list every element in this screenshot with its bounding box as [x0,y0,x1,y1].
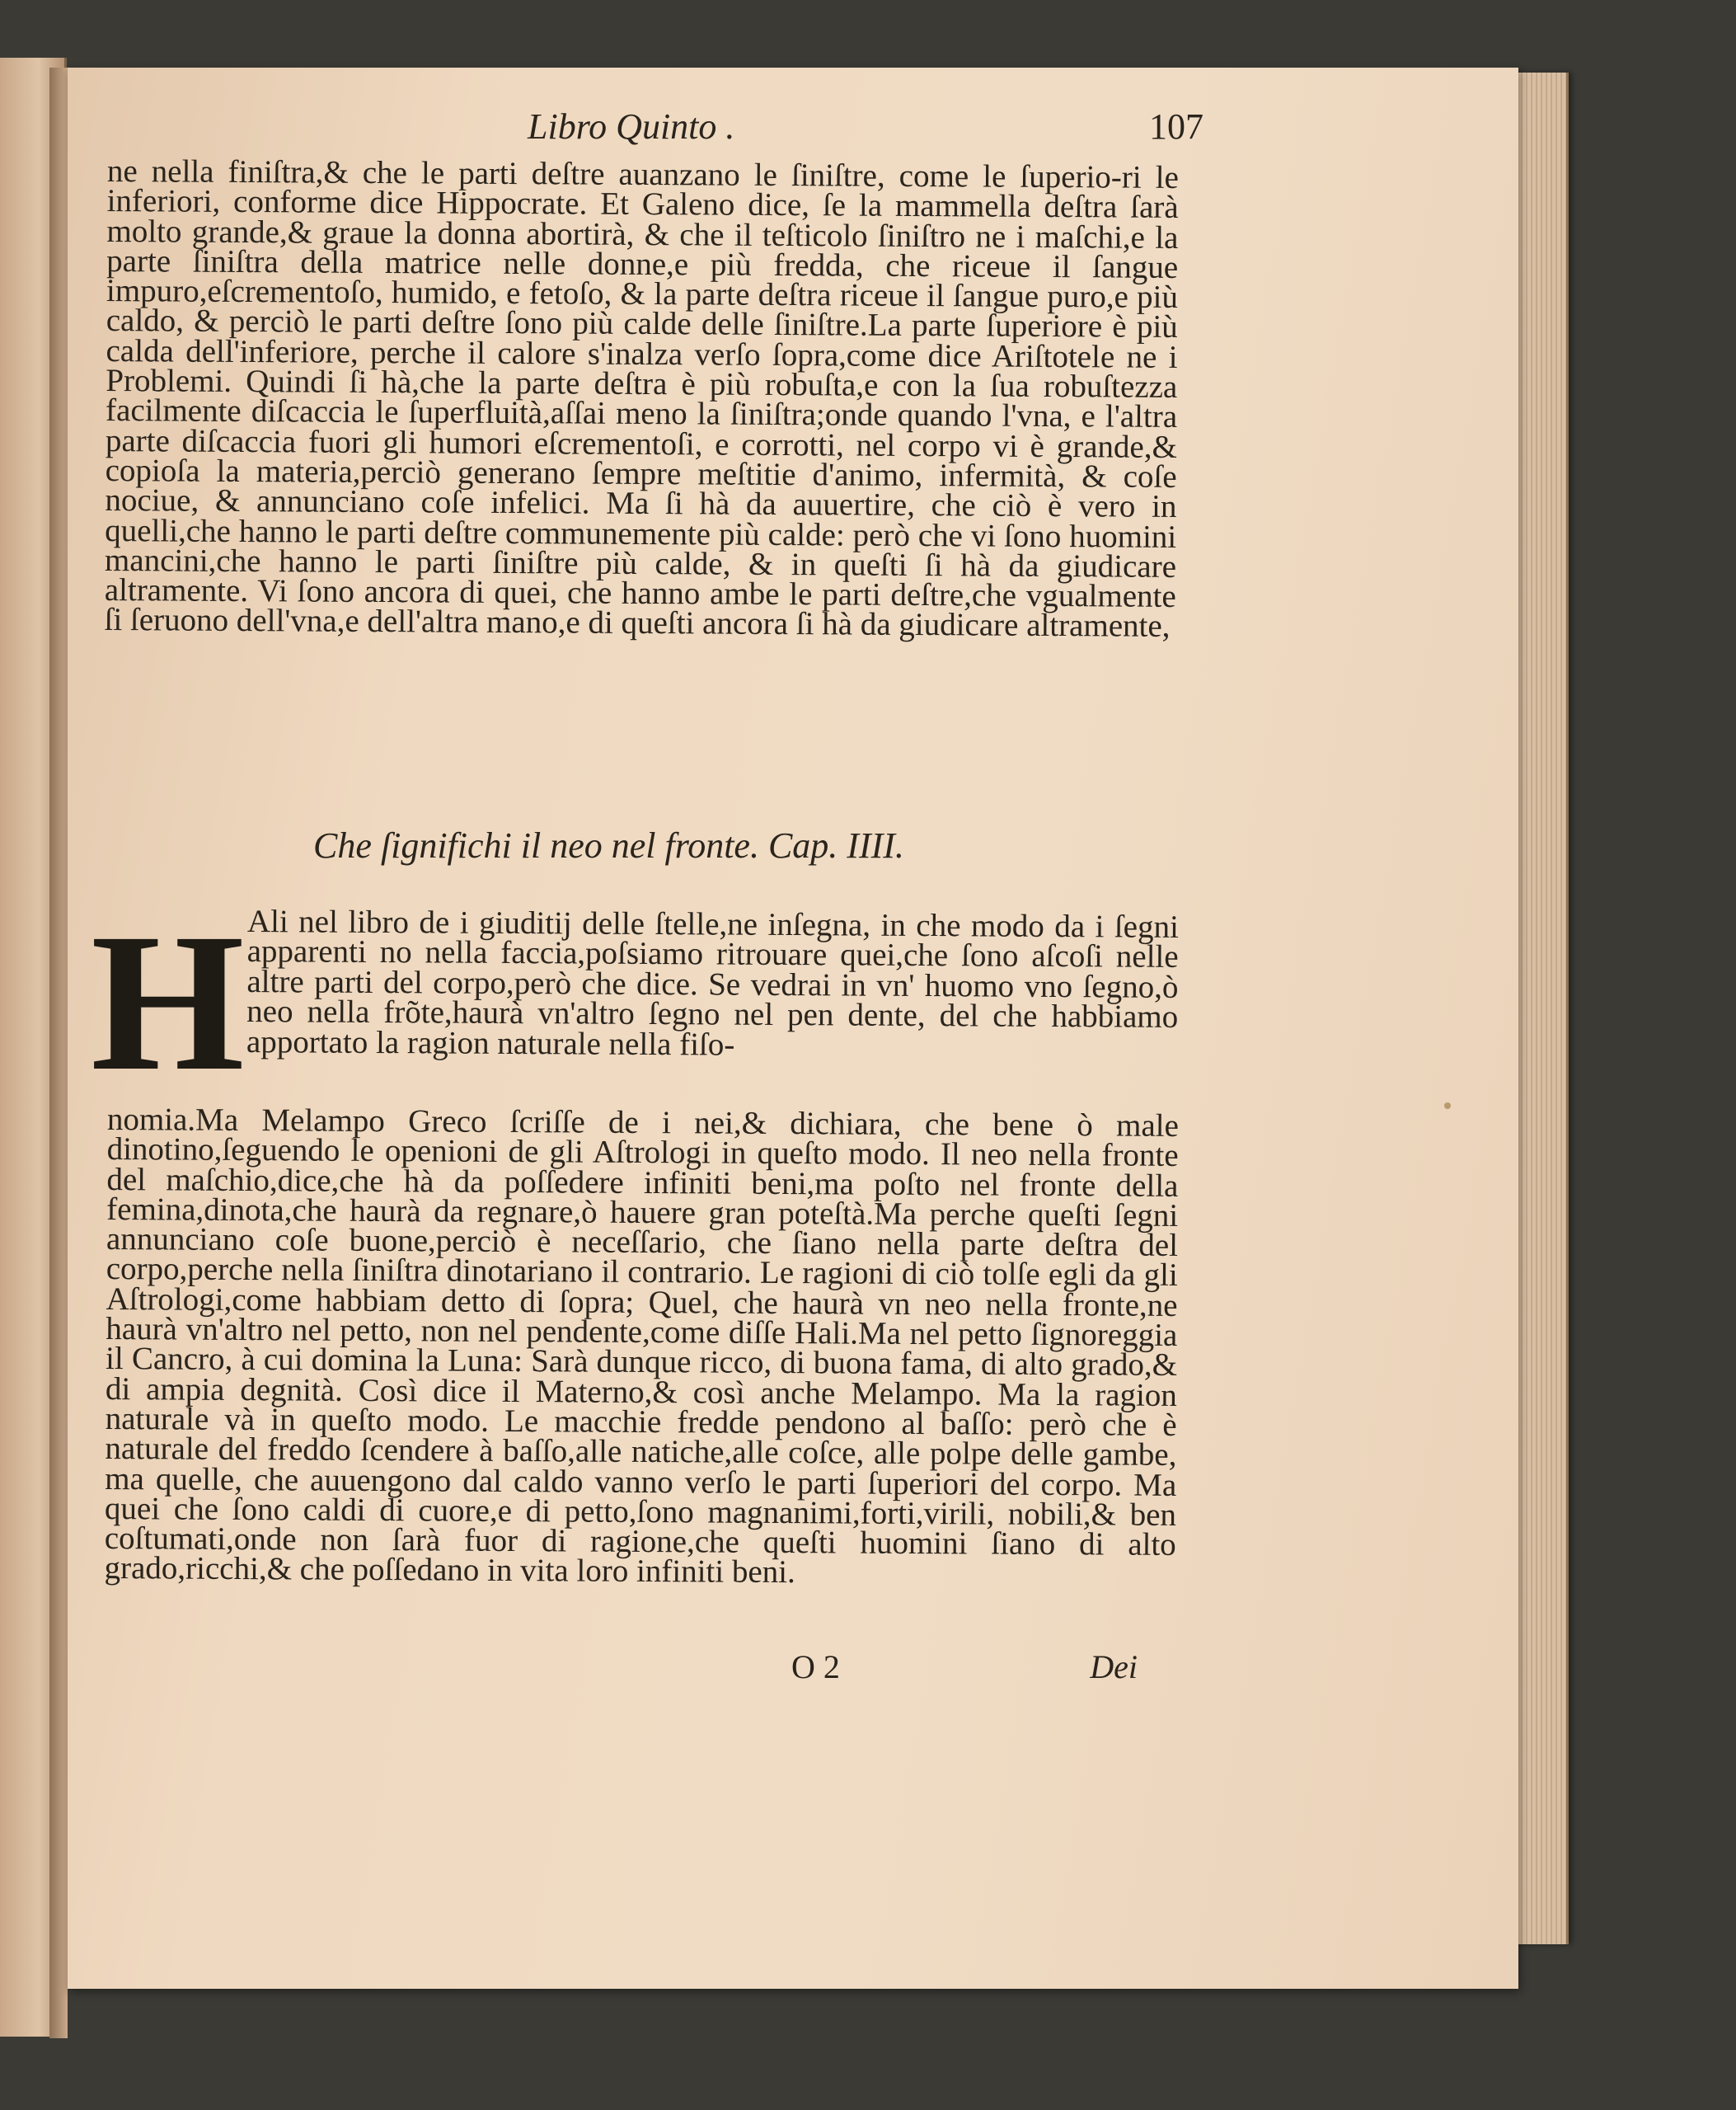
signature-mark: O 2 [791,1648,840,1685]
book-gutter [49,68,68,2038]
chapter-opening-text: Ali nel libro de i giuditij delle ſtelle,ne inſegna, in che modo da i ſegni apparenti no nella faccia,poſsiamo ritrouare quei,che ſono aſcoſi nelle altre parti del corpo,però che dice. Se vedrai in vn' huomo vno ſegno,ò neo nella frõte,haurà vn'altro ſegno nel pen dente, del che habbiamo apportato la ragion naturale nella fiſo- [246,904,1180,1063]
chapter-heading: Che ſignifichi il neo nel fronte. Cap. IIII. [313,825,904,866]
chapter-body-text: nomia.Ma Melampo Greco ſcriſſe de i nei,& dichiara, che bene ò male dinotino,ſeguendo le openioni de gli Aſtrologi in queſto modo. Il neo nella fronte del maſchio,dice,che hà da poſſedere infiniti beni,ma poſto nel fronte della femina,dinota,che haurà da regnare,ò hauere gran poteſtà.Ma perche queſti ſegni annunciano coſe buone,perciò è neceſſario, che ſiano nella parte deſtra del corpo,perche nella ſiniſtra dinotariano il contrario. Le ragioni di ciò tolſe egli da gli Aſtrologi,come habbiam detto di ſopra; Quel, che haurà vn neo nella fronte,ne haurà vn'altro nel petto, non nel pendente,come diſſe Hali.Ma nel petto ſignoreggia il Cancro, à cui domina la Luna: Sarà dunque ricco, di buona fama, di alto grado,& di ampia degnità. Così dice il Materno,& così anche Melampo. Ma la ragion naturale và in queſto modo. Le macchie fredde pendono al baſſo: però che è naturale del freddo ſcendere à baſſo,alle natiche,alle coſce, alle polpe delle gambe, ma quelle, che auuengono dal caldo vanno verſo le parti ſuperiori del corpo. Ma quei che ſono caldi di cuore,e di petto,ſono magnanimi,forti,virili, nobili,& ben coſtumati,onde non ſarà fuor di ragione,che queſti huomini ſiano di alto grado,ricchi,& che poſſedano in vita loro infiniti beni. [104,1102,1180,1591]
paper-spot [1444,1102,1451,1109]
page-footer [791,1647,1138,1694]
drop-cap: H [91,892,245,1111]
paragraph-continued: ne nella finiſtra,& che le parti deſtre auanzano le ſiniſtre, come le ſuperio-ri le inferiori, conforme dice Hippocrate. Et Galeno dice, ſe la mammella deſtra ſarà molto grande,& graue la donna abortirà, & che il teſticolo ſiniſtro ne i maſchi,e la parte ſiniſtra della matrice nelle donne,e più fredda, che riceue il ſangue impuro,eſcrementoſo, humido, e fetoſo, & la parte deſtra riceue il ſangue puro,e più caldo, & perciò le parti deſtre ſono più calde delle ſiniſtre.La parte ſuperiore è più calda dell'inferiore, perche il calore s'inalza verſo ſopra,come dice Ariſtotele ne i Problemi. Quindi ſi hà,che la parte deſtra è più robuſta,e con la ſua robuſtezza facilmente diſcaccia le ſuperfluità,aſſai meno la ſiniſtra;onde quando l'vna, e l'altra parte diſcaccia fuori gli humori eſcrementoſi, e corrotti, nel corpo vi è grande,& copioſa la materia,perciò generano ſempre meſtitie d'animo, infermità, & coſe nociue, & annunciano coſe infelici. Ma ſi hà da auuertire, che ciò è vero in quelli,che hanno le parti deſtre communemente più calde: però che vi ſono huomini mancini,che hanno le parti ſiniſtre più calde, & in queſti ſi hà da giudicare altramente. Vi ſono ancora di quei, che hanno ambe le parti deſtre,che vgualmente ſi ſeruono dell'vna,e dell'altra mano,e di queſti ancora ſi hà da giudicare altramente, [104,153,1180,645]
page-number: 107 [1149,106,1203,147]
running-head [528,106,1203,155]
running-title: Libro Quinto . [528,106,735,147]
catchword: Dei [1090,1648,1138,1685]
